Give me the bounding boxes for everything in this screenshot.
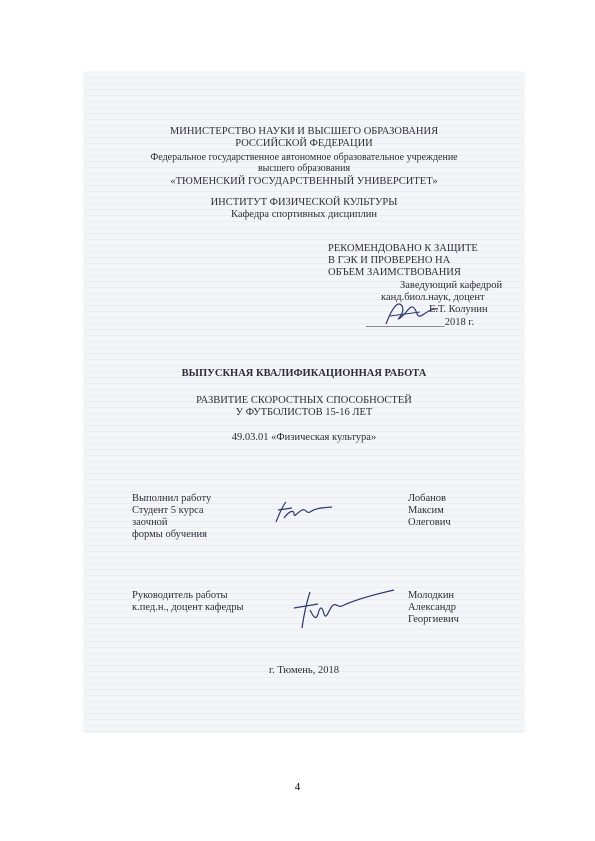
approval-line-1: РЕКОМЕНДОВАНО К ЗАЩИТЕ <box>328 243 478 254</box>
ministry-line-1: МИНИСТЕРСТВО НАУКИ И ВЫСШЕГО ОБРАЗОВАНИЯ <box>169 126 439 137</box>
page-number: 4 <box>294 781 301 793</box>
ministry-line-2: РОССИЙСКОЙ ФЕДЕРАЦИИ <box>235 138 373 149</box>
approval-line-5: канд.биол.наук, доцент <box>381 292 485 303</box>
student-role-line-1: Выполнил работу <box>132 493 212 504</box>
approval-line-3: ОБЪЕМ ЗАИМСТВОВАНИЯ <box>328 267 461 278</box>
student-name-line-3: Олегович <box>408 517 451 528</box>
department-name: Кафедра спортивных дисциплин <box>230 209 378 220</box>
supervisor-role-line-1: Руководитель работы <box>132 590 228 601</box>
supervisor-signature <box>288 584 398 630</box>
student-signature <box>272 496 336 526</box>
institution-line-1: Федеральное государственное автономное образовательное учреждение <box>150 152 458 163</box>
university-name: «ТЮМЕНСКИЙ ГОСУДАРСТВЕННЫЙ УНИВЕРСИТЕТ» <box>170 176 438 187</box>
institute-name: ИНСТИТУТ ФИЗИЧЕСКОЙ КУЛЬТУРЫ <box>210 197 398 208</box>
approval-line-7: _______________2018 г. <box>366 317 475 328</box>
student-name-line-2: Максим <box>408 505 444 516</box>
approval-line-6: Е.Т. Колунин <box>429 304 488 315</box>
approval-line-2: В ГЭК И ПРОВЕРЕНО НА <box>328 255 451 266</box>
supervisor-name-line-3: Георгиевич <box>408 614 459 625</box>
approval-line-4: Заведующий кафедрой <box>400 280 503 291</box>
topic-line-2: У ФУТБОЛИСТОВ 15-16 ЛЕТ <box>235 407 373 418</box>
supervisor-name-line-2: Александр <box>408 602 456 613</box>
scanned-page <box>84 72 524 732</box>
supervisor-role-line-2: к.пед.н., доцент кафедры <box>132 602 244 613</box>
head-of-department-signature <box>380 294 440 330</box>
student-role-line-2: Студент 5 курса <box>132 505 204 516</box>
supervisor-name-line-1: Молодкин <box>408 590 455 601</box>
work-type-title: ВЫПУСКНАЯ КВАЛИФИКАЦИОННАЯ РАБОТА <box>181 368 427 379</box>
specialty-code: 49.03.01 «Физическая культура» <box>231 432 377 443</box>
student-role-line-4: формы обучения <box>132 529 207 540</box>
institution-line-2: высшего образования <box>257 163 351 174</box>
topic-line-1: РАЗВИТИЕ СКОРОСТНЫХ СПОСОБНОСТЕЙ <box>196 395 412 406</box>
student-name-line-1: Лобанов <box>408 493 446 504</box>
student-role-line-3: заочной <box>132 517 168 528</box>
city-year: г. Тюмень, 2018 <box>269 665 339 676</box>
